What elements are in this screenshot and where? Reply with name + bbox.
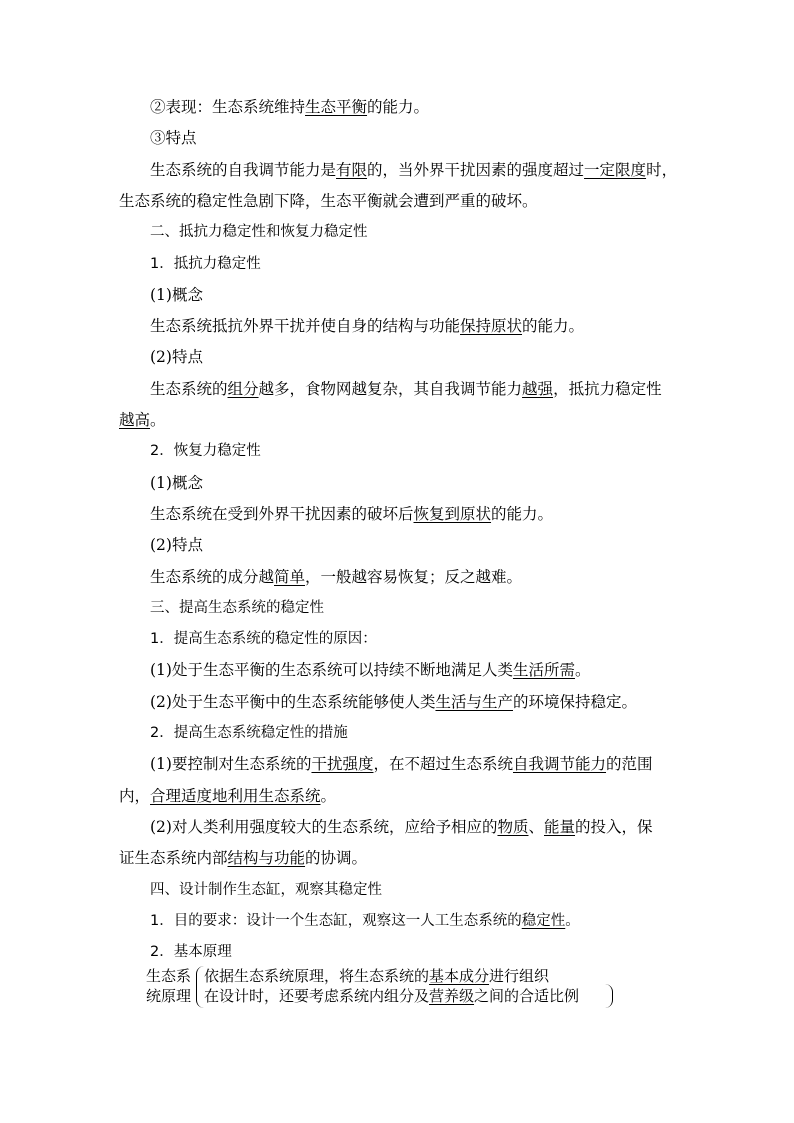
text-span: 生态系统抵抗外界干扰并使自身的结构与功能 bbox=[150, 317, 461, 336]
brace-item bbox=[204, 986, 579, 1006]
underlined-term: 稳定性 bbox=[521, 912, 566, 929]
text-span: 1．目的要求：设计一个生态缸，观察这一人工生态系统的 bbox=[150, 912, 522, 929]
text-span: (2)特点 bbox=[150, 536, 203, 555]
text-span: 时， bbox=[646, 160, 678, 179]
underlined-term: 生活与生产 bbox=[435, 692, 513, 711]
underlined-term: 越强 bbox=[522, 379, 554, 398]
text-span: (2)特点 bbox=[150, 348, 203, 367]
text-span: 生态系统的 bbox=[150, 379, 228, 398]
section-heading bbox=[150, 598, 720, 618]
underlined-term: 生活所需 bbox=[512, 661, 575, 680]
text-span: 生态系统的自我调节能力是 bbox=[150, 160, 337, 179]
brace-label: 生态系统原理 bbox=[146, 967, 192, 1005]
text-span: 。 bbox=[574, 661, 591, 680]
underlined-term: 生态平衡 bbox=[305, 98, 368, 116]
text-line bbox=[119, 848, 689, 868]
text-span: 。 bbox=[565, 912, 580, 929]
text-span: (2)处于生态平衡中的生态系统能够使人类 bbox=[150, 692, 436, 711]
underlined-term: 越高 bbox=[119, 411, 151, 429]
text-line bbox=[150, 473, 720, 493]
text-span: ③特点 bbox=[150, 129, 197, 148]
text-span: 生态系统在受到外界干扰因素的破坏后 bbox=[150, 504, 414, 523]
text-span: 。 bbox=[150, 411, 166, 429]
text-span: 在设计时，还要考虑系统内组分及 bbox=[204, 987, 430, 1005]
underlined-term: 能量 bbox=[544, 817, 576, 836]
text-span: 的范围 bbox=[606, 755, 653, 774]
text-span: 1．提高生态系统的稳定性的原因： bbox=[150, 631, 377, 648]
text-span: 二、抵抗力稳定性和恢复力稳定性 bbox=[150, 224, 368, 241]
section-heading bbox=[150, 911, 720, 931]
brace-item bbox=[204, 966, 549, 986]
text-line bbox=[150, 817, 720, 837]
text-line bbox=[150, 660, 720, 680]
text-line bbox=[150, 504, 720, 524]
text-line bbox=[150, 316, 720, 336]
text-span: 的，当外界干扰因素的强度超过 bbox=[367, 160, 585, 179]
section-heading bbox=[150, 441, 720, 461]
principle-brace-block bbox=[146, 966, 616, 1010]
text-span: 进行组织 bbox=[489, 967, 550, 985]
section-heading bbox=[150, 880, 720, 900]
underlined-term: 有限 bbox=[336, 160, 368, 179]
text-span: (1)概念 bbox=[150, 473, 203, 492]
text-line bbox=[150, 285, 720, 305]
text-span: 三、提高生态系统的稳定性 bbox=[150, 599, 324, 616]
underlined-term: 干扰强度 bbox=[311, 755, 374, 774]
text-span: (1)处于生态平衡的生态系统可以持续不断地满足人类 bbox=[150, 661, 513, 680]
underlined-term: 结构与功能 bbox=[227, 849, 306, 868]
text-span: (1)概念 bbox=[150, 285, 203, 304]
text-span: ②表现：生态系统维持 bbox=[150, 98, 306, 116]
text-span: (2)对人类利用强度较大的生态系统，应给予相应的 bbox=[150, 817, 498, 836]
underlined-term: 合理适度地利用生态系统 bbox=[150, 786, 321, 805]
text-span: ，抵抗力稳定性 bbox=[553, 379, 662, 398]
text-span: 2．提高生态系统稳定性的措施 bbox=[150, 725, 348, 741]
text-span: ，在不超过生态系统 bbox=[373, 755, 513, 774]
text-span: 内， bbox=[119, 786, 151, 805]
section-heading bbox=[150, 629, 720, 649]
text-span: 的能力。 bbox=[367, 98, 430, 116]
underlined-term: 物质 bbox=[497, 817, 529, 836]
text-line bbox=[150, 567, 720, 587]
text-line bbox=[150, 535, 720, 555]
right-brace bbox=[604, 984, 613, 1008]
text-span: 1．抵抗力稳定性 bbox=[150, 255, 261, 272]
text-line bbox=[119, 410, 689, 430]
text-line bbox=[150, 379, 720, 399]
text-span: ，一般越容易恢复；反之越难。 bbox=[305, 567, 523, 586]
text-span: (1)要控制对生态系统的 bbox=[150, 755, 312, 774]
text-span: 2．恢复力稳定性 bbox=[150, 443, 261, 460]
section-heading bbox=[150, 222, 720, 242]
text-span: 之间的合适比例 bbox=[474, 987, 580, 1005]
text-span: 。 bbox=[320, 786, 337, 805]
underlined-term: 保持原状 bbox=[460, 317, 523, 336]
text-span: 的能力。 bbox=[491, 504, 554, 523]
text-line bbox=[150, 754, 720, 774]
text-line bbox=[119, 191, 689, 211]
text-span: 四、设计制作生态缸，观察其稳定性 bbox=[150, 881, 382, 898]
text-line bbox=[150, 160, 720, 180]
text-span: 2．基本原理 bbox=[150, 944, 232, 961]
underlined-term: 基本成分 bbox=[429, 967, 490, 985]
text-span: 的协调。 bbox=[305, 849, 368, 868]
text-span: 的投入，保 bbox=[575, 817, 653, 836]
underlined-term: 营养级 bbox=[429, 987, 475, 1005]
text-span: 证生态系统内部 bbox=[119, 849, 228, 868]
text-span: 依据生态系统原理，将生态系统的 bbox=[204, 967, 430, 985]
text-line bbox=[150, 692, 720, 712]
text-span: 的环境保持稳定。 bbox=[512, 692, 637, 711]
underlined-term: 一定限度 bbox=[584, 160, 647, 179]
text-line bbox=[150, 347, 720, 367]
section-heading bbox=[150, 723, 720, 743]
text-span: 生态系统的稳定性急剧下降，生态平衡就会遭到严重的破坏。 bbox=[119, 191, 538, 210]
underlined-term: 恢复到原状 bbox=[413, 504, 492, 523]
section-heading bbox=[150, 942, 720, 962]
underlined-term: 简单 bbox=[274, 567, 306, 586]
text-line bbox=[150, 97, 720, 117]
underlined-term: 自我调节能力 bbox=[513, 755, 607, 774]
text-span: 越多，食物网越复杂，其自我调节能力 bbox=[258, 379, 523, 398]
text-span: 、 bbox=[528, 817, 544, 836]
text-span: 生态系统的成分越 bbox=[150, 567, 275, 586]
section-heading bbox=[150, 254, 720, 274]
underlined-term: 组分 bbox=[227, 379, 259, 398]
text-line bbox=[150, 128, 720, 148]
text-span: 的能力。 bbox=[522, 317, 585, 336]
text-line bbox=[119, 786, 689, 806]
